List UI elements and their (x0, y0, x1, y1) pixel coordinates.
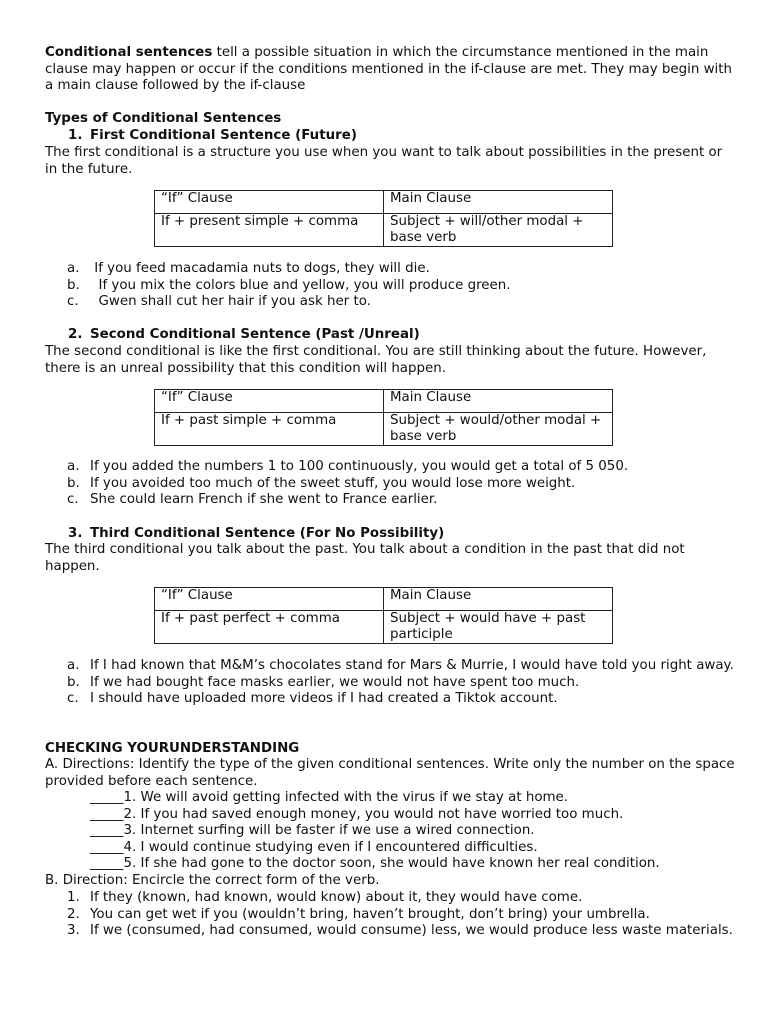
list-item (45, 675, 735, 692)
intro-paragraph (45, 45, 735, 95)
table-header-row (155, 191, 613, 214)
list-text: If we (consumed, had consumed, would consume) less, we would produce less waste materials. (90, 923, 733, 939)
section-1-description: The first conditional is a structure you use when you want to talk about possibilities in the present or in the future. (45, 145, 723, 177)
list-marker: b. (67, 475, 80, 491)
section-3-table (154, 587, 613, 644)
section-1-examples (45, 261, 735, 311)
section-3-title: Third Conditional Sentence (For No Possibility) (90, 526, 445, 541)
section-3-heading (68, 526, 444, 543)
section-1-number: 1. (68, 128, 83, 143)
section-1-heading (68, 128, 357, 145)
list-marker: a. (67, 658, 80, 673)
list-item: _____2. If you had saved enough money, you would not have worried too much. (90, 806, 624, 822)
section-2-description: The second conditional is like the first conditional. You are still thinking about the future. However, there is an unreal possibility that this condition will happen. (45, 344, 707, 376)
check-heading: CHECKING YOURUNDERSTANDING (45, 741, 300, 756)
list-item (45, 907, 735, 924)
list-text: She could learn French if she went to France earlier. (90, 492, 438, 508)
list-item (45, 658, 735, 675)
list-text: Gwen shall cut her hair if you ask her to. (90, 294, 371, 310)
list-text: If you avoided too much of the sweet stuff, you would lose more weight. (90, 475, 576, 491)
list-item (45, 923, 735, 940)
list-item (45, 278, 735, 295)
table-cell-main: Subject + would/other modal + base verb (384, 413, 613, 446)
list-marker: 3. (67, 923, 80, 939)
direction-b: B. Direction: Encircle the correct form of the verb. (45, 873, 380, 888)
section-2-table (154, 389, 613, 446)
part-a-items (90, 790, 660, 873)
direction-a: A. Directions: Identify the type of the given conditional sentences. Write only the number on the space provided before each sentence. (45, 757, 735, 789)
section-1-title: First Conditional Sentence (Future) (90, 128, 357, 143)
section-3-description: The third conditional you talk about the past. You talk about a condition in the past that did not happen. (45, 542, 685, 574)
list-marker: c. (67, 492, 79, 508)
table-header-if: “If” Clause (155, 191, 384, 214)
table-cell-main: Subject + will/other modal + base verb (384, 214, 613, 247)
list-text: I should have uploaded more videos if I had created a Tiktok account. (90, 691, 558, 707)
table-row (155, 214, 613, 247)
section-2-examples (45, 459, 735, 509)
types-heading: Types of Conditional Sentences (45, 111, 282, 126)
list-text: If you feed macadamia nuts to dogs, they will die. (90, 261, 430, 276)
list-text: If you mix the colors blue and yellow, you will produce green. (90, 277, 511, 293)
section-1-table (154, 190, 613, 247)
list-item (45, 476, 735, 493)
table-cell-if: If + past simple + comma (155, 413, 384, 446)
list-item (45, 459, 735, 476)
section-3-examples (45, 658, 735, 708)
table-row (155, 611, 613, 644)
intro-bold-term: Conditional sentences (45, 45, 213, 60)
list-text: If I had known that M&M’s chocolates stand for Mars & Murrie, I would have told you right away. (90, 658, 734, 673)
list-text: You can get wet if you (wouldn’t bring, haven’t brought, don’t bring) your umbrella. (90, 906, 650, 922)
table-row (155, 413, 613, 446)
list-marker: a. (67, 261, 80, 276)
list-marker: 2. (67, 906, 80, 922)
table-header-main: Main Clause (384, 588, 613, 611)
list-item: _____1. We will avoid getting infected with the virus if we stay at home. (90, 790, 569, 805)
list-item: _____3. Internet surfing will be faster if we use a wired connection. (90, 823, 535, 839)
list-marker: c. (67, 294, 79, 310)
list-marker: 1. (67, 890, 80, 905)
intro-text: tell a possible situation in which the circumstance mentioned in the main clause may happen or occur if the conditions mentioned in the if-clause are met. They may begin with a main clause followed by the if-clause (45, 45, 733, 94)
section-3-number: 3. (68, 526, 83, 541)
list-marker: c. (67, 691, 79, 707)
list-item: _____4. I would continue studying even if I encountered difficulties. (90, 839, 538, 855)
table-header-main: Main Clause (384, 191, 613, 214)
list-marker: b. (67, 277, 80, 293)
list-item: _____5. If she had gone to the doctor soon, she would have known her real condition. (90, 856, 660, 872)
list-text: If we had bought face masks earlier, we would not have spent too much. (90, 674, 580, 690)
table-cell-if: If + past perfect + comma (155, 611, 384, 644)
section-2-title: Second Conditional Sentence (Past /Unreal) (90, 327, 420, 342)
list-item (45, 261, 735, 278)
table-header-if: “If” Clause (155, 588, 384, 611)
table-header-main: Main Clause (384, 390, 613, 413)
list-item (45, 492, 735, 509)
table-cell-main: Subject + would have + past participle (384, 611, 613, 644)
section-2-number: 2. (68, 327, 83, 342)
list-marker: a. (67, 459, 80, 474)
part-b-items (45, 890, 735, 940)
list-item (45, 294, 735, 311)
section-2-heading (68, 327, 420, 344)
list-item (45, 691, 735, 708)
table-header-if: “If” Clause (155, 390, 384, 413)
list-text: If they (known, had known, would know) about it, they would have come. (90, 890, 583, 905)
list-item (45, 890, 735, 907)
table-cell-if: If + present simple + comma (155, 214, 384, 247)
list-text: If you added the numbers 1 to 100 continuously, you would get a total of 5 050. (90, 459, 629, 474)
table-header-row (155, 390, 613, 413)
table-header-row (155, 588, 613, 611)
list-marker: b. (67, 674, 80, 690)
